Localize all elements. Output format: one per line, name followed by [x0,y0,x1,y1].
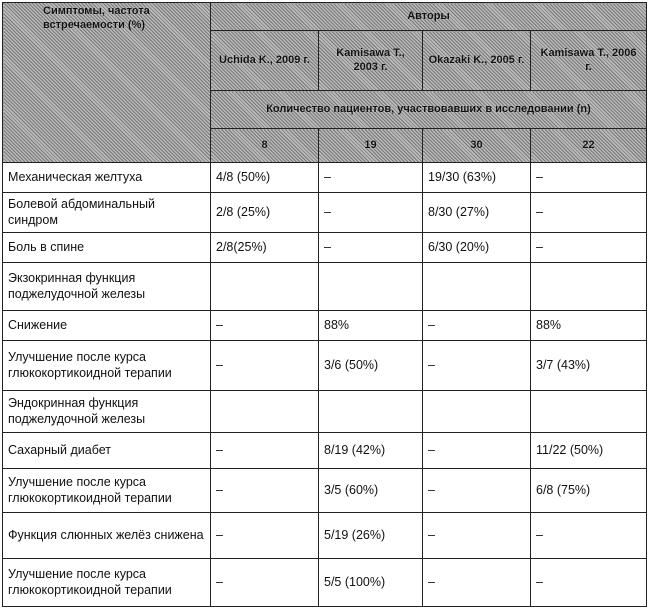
cell-value: – [423,559,531,607]
cell-value: – [319,163,423,193]
cell-value: 5/5 (100%) [319,559,423,607]
cell-value: – [211,513,319,559]
cell-value [211,263,319,311]
cell-value: 6/30 (20%) [423,233,531,263]
author-header: Okazaki K., 2005 г. [423,31,531,91]
authors-header: Авторы [211,3,647,31]
row-label: Улучшение после курса глюкокортикоидной терапии [3,469,211,513]
cell-value: – [423,469,531,513]
cell-value: – [531,233,647,263]
cell-value: – [211,341,319,391]
cell-value [423,263,531,311]
cell-value: – [423,341,531,391]
cell-value: – [531,163,647,193]
table-row [3,433,647,469]
table-row [3,341,647,391]
cell-value: 2/8(25%) [211,233,319,263]
row-label: Боль в спине [3,233,211,263]
row-label: Механическая желтуха [3,163,211,193]
author-header: Kamisawa T., 2006 г. [531,31,647,91]
cell-value: – [531,559,647,607]
cell-value: 3/5 (60%) [319,469,423,513]
author-header: Kamisawa T., 2003 г. [319,31,423,91]
row-label: Болевой абдоминальный синдром [3,193,211,233]
cell-value: 11/22 (50%) [531,433,647,469]
patient-count: 22 [531,129,647,163]
row-label: Сахарный диабет [3,433,211,469]
cell-value [531,391,647,433]
table-row [3,391,647,433]
cell-value: – [531,513,647,559]
table-row [3,513,647,559]
cell-value: – [531,193,647,233]
cell-value: – [211,559,319,607]
cell-value [423,391,531,433]
table-row [3,469,647,513]
cell-value [319,263,423,311]
row-label: Снижение [3,311,211,341]
cell-value: – [423,513,531,559]
table-row [3,263,647,311]
row-label: Улучшение после курса глюкокортикоидной терапии [3,341,211,391]
cell-value: – [211,433,319,469]
cell-value: 3/7 (43%) [531,341,647,391]
cell-value: 88% [319,311,423,341]
table-row [3,163,647,193]
cell-value [319,391,423,433]
cell-value [531,263,647,311]
row-label: Функция слюнных желёз снижена [3,513,211,559]
cell-value: 8/30 (27%) [423,193,531,233]
cell-value: – [319,233,423,263]
author-header: Uchida K., 2009 г. [211,31,319,91]
table-row [3,559,647,607]
cell-value: 88% [531,311,647,341]
cell-value: 4/8 (50%) [211,163,319,193]
table-row [3,233,647,263]
cell-value: 3/6 (50%) [319,341,423,391]
cell-value: 19/30 (63%) [423,163,531,193]
cell-value: – [211,311,319,341]
row-label: Эндокринная функция поджелудочной железы [3,391,211,433]
cell-value: 8/19 (42%) [319,433,423,469]
table-row [3,193,647,233]
symptoms-header: Симптомы, частота встречаемости (%) [3,3,211,163]
cell-value: – [211,469,319,513]
patient-count: 19 [319,129,423,163]
cell-value: 2/8 (25%) [211,193,319,233]
cell-value [211,391,319,433]
cell-value: – [423,433,531,469]
patient-count: 30 [423,129,531,163]
cell-value: – [319,193,423,233]
row-label: Улучшение после курса глюкокортикоидной терапии [3,559,211,607]
row-label: Экзокринная функция поджелудочной железы [3,263,211,311]
data-table [2,2,647,607]
patients-header: Количество пациентов, участвовавших в исследовании (n) [211,91,647,129]
table-row [3,311,647,341]
patient-count: 8 [211,129,319,163]
cell-value: 5/19 (26%) [319,513,423,559]
cell-value: – [423,311,531,341]
cell-value: 6/8 (75%) [531,469,647,513]
